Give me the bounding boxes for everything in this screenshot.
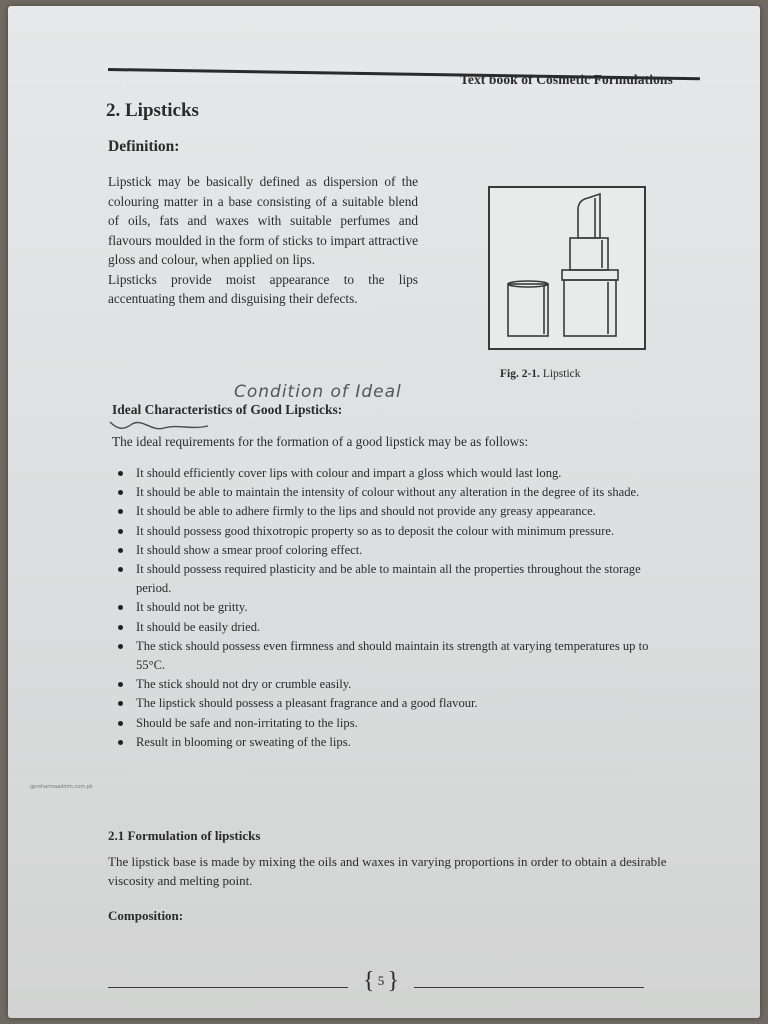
running-header: Text book of Cosmetic Formulations: [460, 72, 673, 87]
formulation-heading: 2.1 Formulation of lipsticks: [108, 828, 261, 843]
definition-paragraph-1: Lipstick may be basically defined as dispersion of the colouring matter in a base consisting of a suitable blend of oils, fats and waxes with suitable perfumes and flavours moulded in the form of sticks to impart attractive gloss and colour, when applied on lips.: [108, 174, 418, 267]
list-item: It should possess good thixotropic property so as to deposit the colour with minimum pressure.: [114, 522, 670, 541]
ideal-intro: The ideal requirements for the formation of a good lipstick may be as follows:: [112, 434, 529, 449]
page-number-value: 5: [377, 973, 385, 988]
list-item: It should be easily dried.: [114, 618, 670, 637]
list-item: It should efficiently cover lips with colour and impart a gloss which would last long.: [114, 464, 670, 483]
handwritten-annotation: Condition of Ideal: [234, 382, 402, 402]
list-item: It should be able to maintain the intensity of colour without any alteration in the degree of its shade.: [114, 483, 670, 502]
list-item: The stick should not dry or crumble easily.: [114, 675, 670, 694]
page-number: { 5 }: [362, 968, 400, 994]
list-item: It should show a smear proof coloring effect.: [114, 541, 670, 560]
figure-caption-text: Lipstick: [539, 368, 581, 380]
footer-rule-right: [414, 987, 644, 988]
document-page: [8, 6, 760, 1018]
figure-caption-label: Fig. 2-1.: [500, 368, 540, 380]
list-item: Should be safe and non-irritating to the lips.: [114, 714, 670, 733]
lipstick-illustration-icon: [490, 188, 640, 344]
composition-heading: Composition:: [108, 908, 184, 923]
section-title: 2. Lipsticks: [106, 100, 199, 121]
figure-caption: [500, 368, 581, 380]
list-item: The lipstick should possess a pleasant fragrance and a good flavour.: [114, 694, 670, 713]
ideal-characteristics-heading: Ideal Characteristics of Good Lipsticks:: [112, 402, 343, 417]
watermark: gprsharmaadmin.com.pk: [30, 784, 93, 790]
definition-heading: Definition:: [108, 138, 180, 155]
footer-rule-left: [108, 987, 348, 988]
list-item: The stick should possess even firmness and should maintain its strength at varying temperatures up to 55°C.: [114, 637, 670, 675]
list-item: It should be able to adhere firmly to the lips and should not provide any greasy appearance.: [114, 502, 670, 521]
definition-paragraph-2: Lipsticks provide moist appearance to the lips accentuating them and disguising their defects.: [108, 271, 418, 306]
definition-text: [108, 172, 418, 309]
handwritten-underline-icon: [108, 412, 228, 432]
ideal-characteristics-list: [114, 464, 670, 752]
list-item: It should not be gritty.: [114, 598, 670, 617]
formulation-text: The lipstick base is made by mixing the oils and waxes in varying proportions in order to obtain a desirable viscosity and melting point.: [108, 854, 667, 888]
lipstick-figure: [488, 186, 646, 350]
list-item: It should possess required plasticity and be able to maintain all the properties throughout the storage period.: [114, 560, 670, 598]
list-item: Result in blooming or sweating of the lips.: [114, 733, 670, 752]
